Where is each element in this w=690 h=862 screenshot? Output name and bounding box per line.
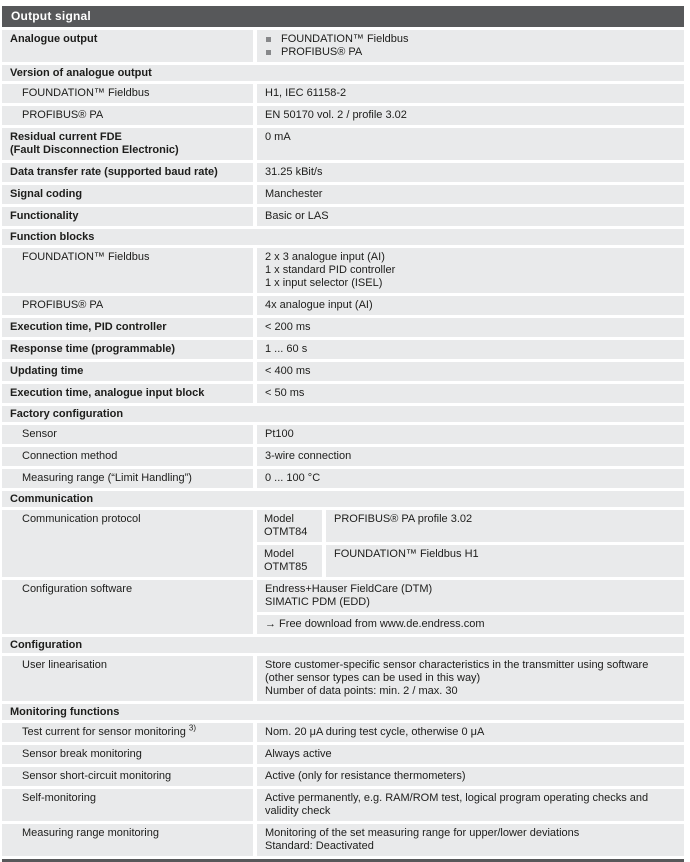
row-value-stack — [257, 128, 684, 160]
spec-row — [2, 248, 684, 293]
row-label — [2, 510, 253, 577]
value-line: Active permanently, e.g. RAM/ROM test, logical program operating checks and validity check — [265, 792, 652, 817]
row-value — [257, 318, 684, 337]
bullet-item — [265, 46, 674, 59]
spec-row — [2, 185, 684, 204]
row-value — [257, 207, 684, 226]
row-label — [2, 469, 253, 488]
spec-row — [2, 128, 684, 160]
label-line: Configuration software — [22, 583, 133, 595]
spec-row — [2, 340, 684, 359]
label-line: Measuring range monitoring — [22, 827, 159, 839]
value-line: Nom. 20 μA during test cycle, otherwise 0 μA — [265, 726, 485, 738]
row-label — [2, 318, 253, 337]
spec-row — [2, 84, 684, 103]
row-label — [2, 789, 253, 821]
row-value-stack — [257, 163, 684, 182]
spec-row — [2, 318, 684, 337]
row-label — [2, 745, 253, 764]
row-value-stack — [257, 447, 684, 466]
label-line: FOUNDATION™ Fieldbus — [22, 251, 150, 263]
section-header: Communication — [2, 491, 684, 507]
value-line: Standard: Deactivated — [265, 840, 374, 852]
spec-row — [2, 362, 684, 381]
row-label — [2, 163, 253, 182]
value-line: 31.25 kBit/s — [265, 166, 323, 178]
row-value-stack — [257, 384, 684, 403]
label-line: Signal coding — [10, 188, 83, 200]
row-value — [257, 384, 684, 403]
value-line: Pt100 — [265, 428, 294, 440]
table-title-bar — [2, 6, 684, 27]
row-value-stack — [257, 106, 684, 125]
row-value — [257, 163, 684, 182]
label-line: Sensor — [22, 428, 57, 440]
spec-row — [2, 207, 684, 226]
row-value — [257, 296, 684, 315]
row-value — [257, 469, 684, 488]
label-line: Connection method — [22, 450, 118, 462]
row-value-stack — [257, 248, 684, 293]
value-line: Monitoring of the set measuring range for upper/lower deviations — [265, 827, 580, 839]
row-value — [257, 106, 684, 125]
row-label — [2, 106, 253, 125]
row-label — [2, 384, 253, 403]
label-line: Communication protocol — [22, 513, 141, 525]
row-label — [2, 425, 253, 444]
row-value-stack — [257, 425, 684, 444]
label-line: (Fault Disconnection Electronic) — [10, 144, 179, 156]
row-label — [2, 248, 253, 293]
value-line: → Free download from www.de.endress.com — [265, 618, 485, 630]
value-line: 1 x standard PID controller — [265, 264, 396, 276]
row-value — [257, 580, 684, 612]
value-model-cell: Model OTMT85 — [257, 545, 322, 577]
row-value-stack — [257, 207, 684, 226]
row-value — [257, 185, 684, 204]
row-value — [257, 723, 684, 742]
value-line: 4x analogue input (AI) — [265, 299, 373, 311]
row-value-stack — [257, 362, 684, 381]
spec-row — [2, 723, 684, 742]
spec-row — [2, 789, 684, 821]
label-line: Self-monitoring — [22, 792, 96, 804]
row-label — [2, 128, 253, 160]
label-line: Sensor break monitoring — [22, 748, 142, 760]
label-line: Execution time, analogue input block — [10, 387, 205, 399]
section-header: Configuration — [2, 637, 684, 653]
spec-row — [2, 824, 684, 856]
bullet-text: PROFIBUS® PA — [281, 46, 363, 58]
row-value — [257, 30, 684, 62]
value-model-cell: Model OTMT84 — [257, 510, 322, 542]
label-line: Residual current FDE — [10, 131, 122, 143]
label-line: Functionality — [10, 210, 79, 222]
row-label — [2, 767, 253, 786]
row-value-stack — [257, 296, 684, 315]
section-header: Function blocks — [2, 229, 684, 245]
value-line: 0 mA — [265, 131, 291, 143]
label-line: User linearisation — [22, 659, 107, 671]
row-value-stack — [257, 824, 684, 856]
row-value — [257, 615, 684, 634]
value-line: Store customer-specific sensor characteristics in the transmitter using software (other sensor types can be used in this way) — [265, 659, 652, 684]
spec-row — [2, 510, 684, 577]
footnote-marker: 3) — [188, 723, 197, 733]
label-line: Response time (programmable) — [10, 343, 176, 355]
row-value — [257, 362, 684, 381]
row-label — [2, 656, 253, 701]
row-value-stack — [257, 510, 684, 577]
label-line: Test current for sensor monitoring $^{3)}$ — [22, 723, 197, 738]
value-line: Basic or LAS — [265, 210, 329, 222]
label-line: Execution time, PID controller — [10, 321, 167, 333]
label-line: Updating time — [10, 365, 84, 377]
spec-row — [2, 767, 684, 786]
spec-row — [2, 580, 684, 634]
row-label — [2, 362, 253, 381]
value-line: < 50 ms — [265, 387, 305, 399]
spec-row — [2, 469, 684, 488]
row-value-stack — [257, 656, 684, 701]
value-line: 1 ... 60 s — [265, 343, 308, 355]
row-value-split — [257, 510, 684, 542]
row-label — [2, 447, 253, 466]
row-value-stack — [257, 84, 684, 103]
row-value-stack — [257, 185, 684, 204]
row-value-split — [257, 545, 684, 577]
row-value — [257, 84, 684, 103]
row-value — [257, 767, 684, 786]
row-label — [2, 723, 253, 742]
row-value — [257, 340, 684, 359]
row-label — [2, 207, 253, 226]
spec-row — [2, 163, 684, 182]
label-line: PROFIBUS® PA — [22, 299, 104, 311]
row-value — [257, 789, 684, 821]
value-line: < 400 ms — [265, 365, 311, 377]
value-line: EN 50170 vol. 2 / profile 3.02 — [265, 109, 407, 121]
value-line: Number of data points: min. 2 / max. 30 — [265, 685, 458, 697]
spec-row — [2, 425, 684, 444]
value-line: Endress+Hauser FieldCare (DTM) — [265, 583, 433, 595]
spec-row — [2, 656, 684, 701]
value-line: Manchester — [265, 188, 323, 200]
row-label — [2, 30, 253, 62]
spec-row — [2, 384, 684, 403]
value-line: 1 x input selector (ISEL) — [265, 277, 383, 289]
bullet-item — [265, 33, 674, 46]
label-line: Analogue output — [10, 33, 98, 45]
row-value — [257, 425, 684, 444]
row-value-stack — [257, 469, 684, 488]
row-value-stack — [257, 30, 684, 62]
spec-row — [2, 447, 684, 466]
bullet-text: FOUNDATION™ Fieldbus — [281, 33, 409, 45]
value-line: H1, IEC 61158-2 — [265, 87, 347, 99]
spec-table — [2, 30, 684, 856]
row-value — [257, 128, 684, 160]
row-label — [2, 580, 253, 634]
row-label — [2, 824, 253, 856]
square-bullet-icon — [266, 37, 271, 42]
row-value — [257, 656, 684, 701]
spec-row — [2, 745, 684, 764]
table-title: Output signal — [11, 9, 91, 23]
row-value-stack — [257, 767, 684, 786]
label-line: Sensor short-circuit monitoring — [22, 770, 172, 782]
row-value — [257, 745, 684, 764]
row-label — [2, 296, 253, 315]
row-value-stack — [257, 580, 684, 634]
value-line: Active (only for resistance thermometers) — [265, 770, 466, 782]
label-line: Measuring range (“Limit Handling”) — [22, 472, 192, 484]
row-label — [2, 340, 253, 359]
row-value-stack — [257, 340, 684, 359]
label-line: Data transfer rate (supported baud rate) — [10, 166, 218, 178]
value-protocol-cell: FOUNDATION™ Fieldbus H1 — [326, 545, 684, 577]
value-line: < 200 ms — [265, 321, 311, 333]
value-protocol-cell: PROFIBUS® PA profile 3.02 — [326, 510, 684, 542]
row-value — [257, 824, 684, 856]
value-line: 2 x 3 analogue input (AI) — [265, 251, 385, 263]
value-line: 0 ... 100 °C — [265, 472, 321, 484]
section-header: Version of analogue output — [2, 65, 684, 81]
section-header: Monitoring functions — [2, 704, 684, 720]
row-value-stack — [257, 318, 684, 337]
row-value — [257, 248, 684, 293]
value-line: Always active — [265, 748, 332, 760]
spec-row — [2, 296, 684, 315]
row-value-stack — [257, 723, 684, 742]
value-line: 3-wire connection — [265, 450, 352, 462]
row-label — [2, 84, 253, 103]
label-line: FOUNDATION™ Fieldbus — [22, 87, 150, 99]
spec-row — [2, 30, 684, 62]
value-line: SIMATIC PDM (EDD) — [265, 596, 370, 608]
square-bullet-icon — [266, 50, 271, 55]
row-value-stack — [257, 789, 684, 821]
spec-row — [2, 106, 684, 125]
row-value-stack — [257, 745, 684, 764]
section-header: Factory configuration — [2, 406, 684, 422]
row-value — [257, 447, 684, 466]
label-line: PROFIBUS® PA — [22, 109, 104, 121]
row-label — [2, 185, 253, 204]
